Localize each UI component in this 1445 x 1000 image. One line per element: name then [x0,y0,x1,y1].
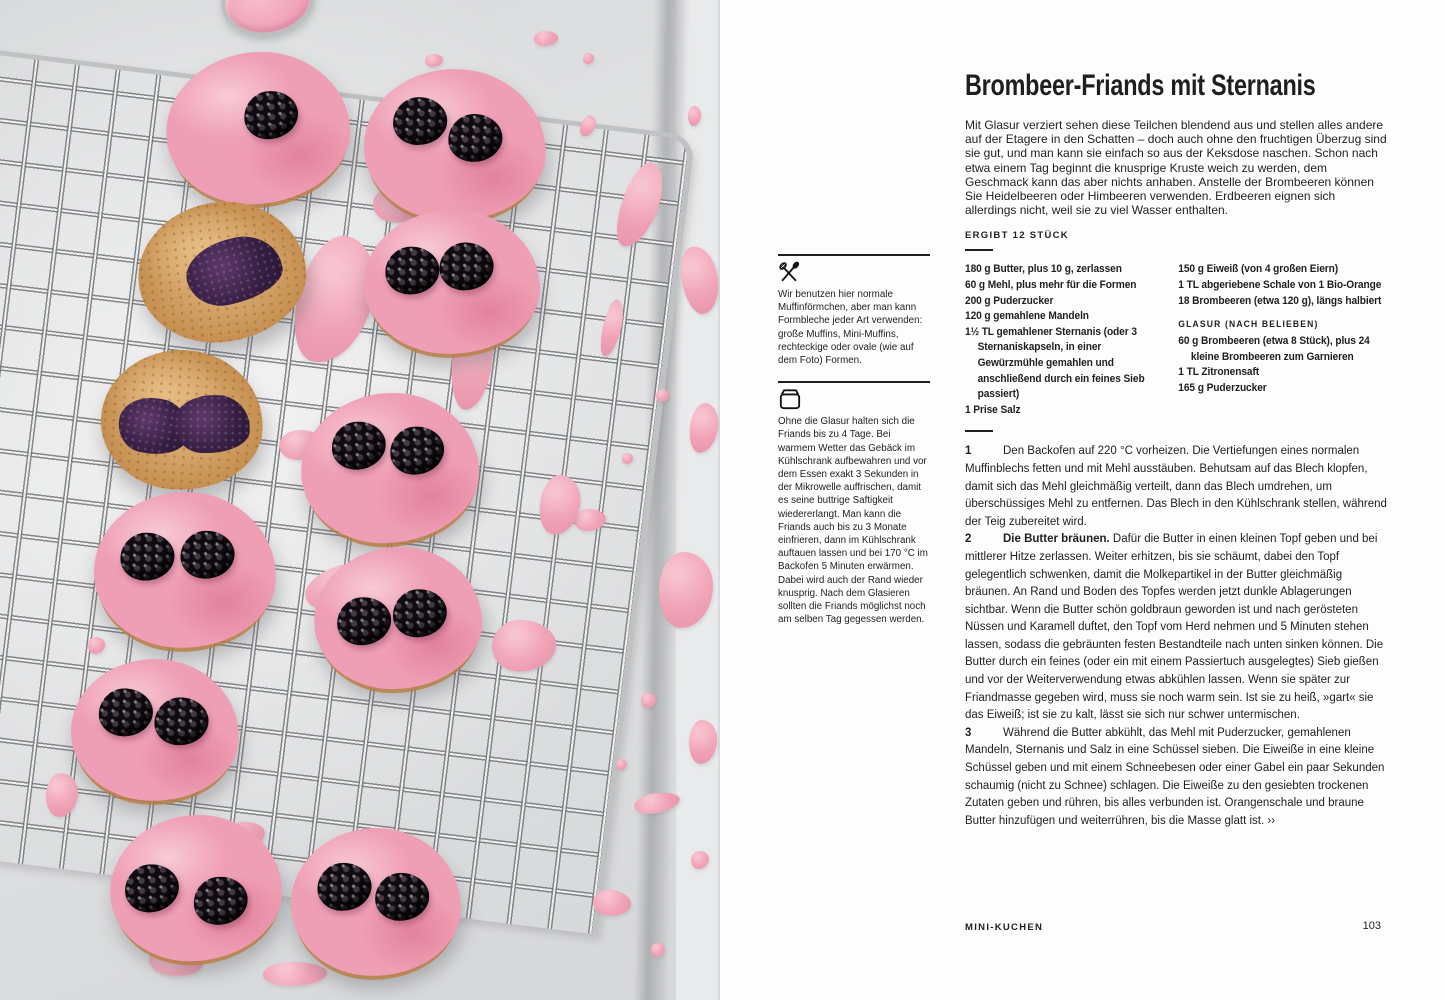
step-number: 1 [965,445,972,458]
blackberry [124,863,180,914]
note-divider-rule [778,254,930,256]
ingredient-line: 200 g Puderzucker [965,294,1054,307]
blackberry [374,872,430,922]
margin-note-pans: Wir benutzen hier normale Muffinförmchen, aber man kann Formbleche jeder Art verwenden: große Muffins, Mini-Muffins, rechteckige oder ovale (wie auf dem Foto) Formen. [778,289,923,367]
blackberry [336,596,392,646]
ingredient-line: 60 g Mehl, plus mehr für die Formen [965,279,1137,292]
blackberry [385,246,441,296]
margin-notes-column [778,254,930,626]
ingredients-column-1 [965,262,1169,418]
recipe-step: 3 Während die Butter abkühlt, das Mehl mit Puderzucker, gemahlenen Mandeln, Sternanis und Salz in eine Schüssel sieben. Die Eiweiße in eine kleine Schüssel geben und mit einem Schneebesen oder einer Gabel ein paar Sekunden schaumig (nicht zu Schnee) schlagen. Die Eiweiße zu den gesiebten trockenen Zutaten geben und rühren, bis alles verbunden ist. Orangenschale und braune Butter hinzufügen und weiterrühren, bis die Masse glatt ist. ›› [965,726,1385,827]
page-number: 103 [1362,920,1381,932]
ingredient-line: 120 g gemahlene Mandeln [965,310,1089,323]
ingredient-line: 1 TL abgeriebene Schale von 1 Bio-Orange [1178,279,1382,292]
recipe-step: 2 Die Butter bräunen. Dafür die Butter in einen kleinen Topf geben und bei mittlerer Hitze zerlassen. Weiter erhitzen, bis sie schäumt, dabei den Topf gelegentlich schwenken, damit die Molkepartikel in der Butter gleichmäßig bräunen. An Rand und Boden des Topfes werden jetzt dunkle Ablagerungen sichtbar. Wenn die Butter schön goldbraun geworden ist und nach gerösteten Nüssen und Karamell duftet, den Topf vom Herd nehmen und 5 Minuten stehen lassen, sodass die gebräunten festen Bestandteile nach unten sinken können. Die Butter durch ein feines (oder ein mit einem Passiertuch ausgelegtes) Sieb gießen und vor der Weiterverwendung etwas abkühlen lassen. Wenn sie später zur Friandmasse gegeben wird, muss sie noch warm sein. Ist sie zu heiß, »gart« sie das Eiweiß; ist sie zu kalt, lässt sie sich nur schwer untermischen. [965,533,1384,722]
blackberry [120,532,176,582]
yield-label: ERGIBT 12 STÜCK [965,230,1069,242]
blackberry [192,875,248,926]
ingredient-line: 1 Prise Salz [965,403,1021,416]
photo-page [0,0,720,1000]
blackberry [331,420,387,471]
blackberry [98,687,154,738]
glaze-ingredients [1178,334,1388,396]
ingredient-line: 165 g Puderzucker [1178,381,1267,394]
ingredient-line: 150 g Eiweiß (von 4 großen Eiern) [1178,263,1339,276]
baked-berry-patch [180,228,289,313]
recipe-page [720,0,1445,1000]
storage-jar-icon [778,388,930,412]
blackberry [317,862,373,912]
chapter-label: MINI-KUCHEN [965,922,1044,933]
ingredient-line: 1 TL Zitronensaft [1178,366,1260,379]
step-number: 2 [965,533,972,546]
recipe-step: 1 Den Backofen auf 220 °C vorheizen. Die Vertiefungen eines normalen Muffinblechs fetten und mit Mehl ausstäuben. Behutsam auf das Blech klopfen, damit sich das Mehl gleichmäßig verteilt, dann das Blech umdrehen, um überschüssiges Mehl zu entfernen. Das Blech in den Kühlschrank stellen, während der Teig zubereitet wird. [965,445,1387,528]
ingredient-line: 18 Brombeeren (etwa 120 g), längs halbiert [1178,294,1382,307]
glaze-section-label: GLASUR (NACH BELIEBEN) [1178,319,1319,331]
ingredients-column-2 [1178,262,1388,418]
ingredient-line: 1½ TL gemahlener Sternanis (oder 3 Sternaniskapseln, in einer Gewürzmühle gemahlen und anschließend durch ein feines Sieb passiert) [965,325,1145,401]
baked-berry-patch [174,395,250,453]
crossed-utensils-icon [778,261,930,285]
blackberry [392,588,448,638]
ingredients-column-2-top [1178,262,1388,309]
recipe-intro: Mit Glasur verziert sehen diese Teilchen blendend aus und stellen alles andere auf der Etagere in den Schatten – doch auch ohne den fruchtigen Überzug sind sie gut, und man kann sie einfach so aus der Keksdose naschen. Schon nach etwa einem Tag beginnt die knusprige Kruste weich zu werden, dem Geschmack kann das aber nichts anhaben. Anstelle der Brombeeren können Sie Heidelbeeren oder Himbeeren verwenden. Erdbeeren eignen sich allerdings nicht, weil sie zu viel Wasser enthalten. [965,118,1387,218]
blackberry [392,96,448,147]
blackberry [180,530,236,580]
margin-note-storage: Ohne die Glasur halten sich die Friands bis zu 4 Tage. Bei warmem Wetter das Gebäck im Kühlschrank aufbewahren und vor dem Essen exakt 3 Sekunden in der Mikrowelle auffrischen, damit es seine buttrige Saftigkeit wiedererlangt. Man kann die Friands auch bis zu 3 Monate einfrieren, dann im Kühlschrank auftauen lassen und bei 170 °C im Backofen 5 Minuten erwärmen. Dabei wird auch der Rand wieder knusprig. Nach dem Glasieren sollten die Friands möglichst noch am selben Tag gegessen werden. [778,416,928,626]
separator-rule [965,249,993,251]
blackberry [243,89,300,141]
note-gap [778,367,930,381]
note-divider-rule [778,381,930,383]
page-title: Brombeer-Friands mit Sternanis [965,69,1316,102]
blackberry [153,696,209,747]
separator-rule [965,430,993,432]
recipe-main-column [965,70,1389,830]
ingredients-section [965,262,1382,418]
blackberry [389,425,445,476]
ingredient-line: 60 g Brombeeren (etwa 8 Stück), plus 24 kleine Brombeeren zum Garnieren [1178,335,1370,363]
blackberry [447,113,503,164]
blackberry [439,242,495,292]
ingredient-line: 180 g Butter, plus 10 g, zerlassen [965,263,1122,276]
step-number: 3 [965,726,972,739]
method-steps [965,443,1389,830]
step-lead: Die Butter bräunen. [1003,533,1113,546]
